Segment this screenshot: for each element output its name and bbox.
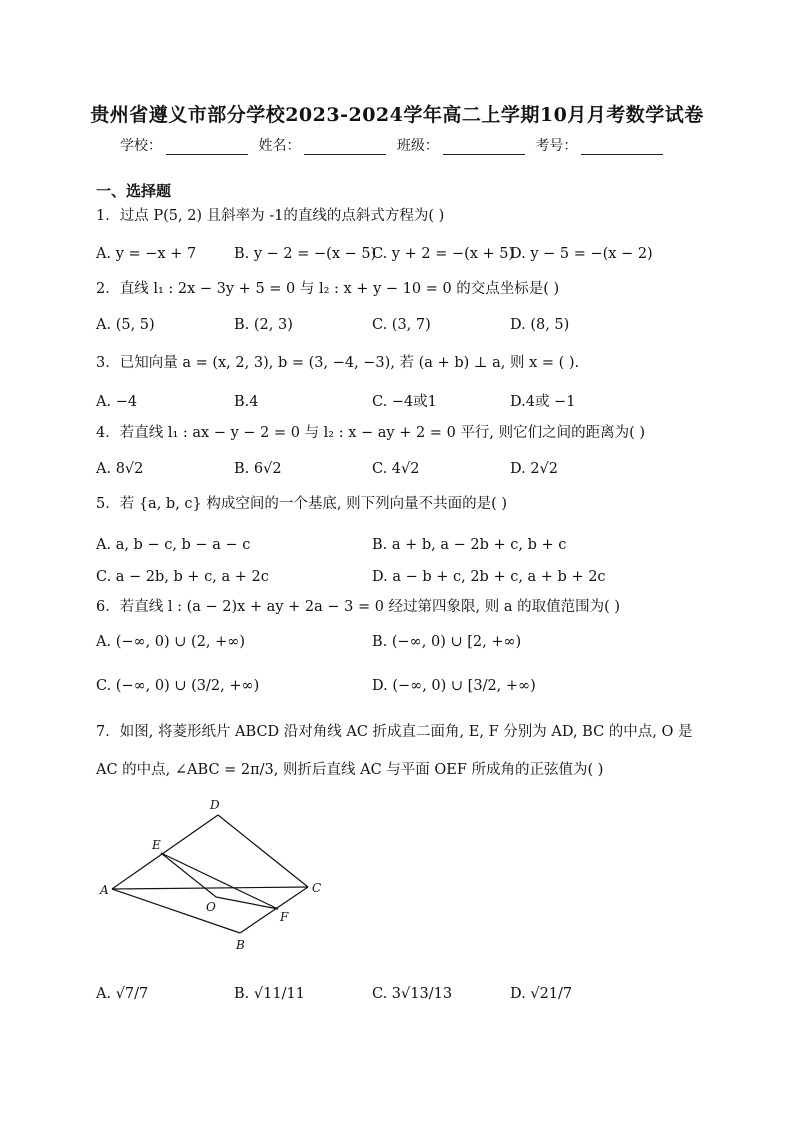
q4-option-a[interactable]: A. 8√2: [96, 461, 144, 477]
question-5: 5．若 {a, b, c} 构成空间的一个基底, 则下列向量不共面的是( ): [96, 496, 508, 512]
q6-option-a[interactable]: A. (−∞, 0) ∪ (2, +∞): [96, 634, 246, 650]
q5-option-d[interactable]: D. a − b + c, 2b + c, a + b + 2c: [372, 569, 606, 585]
q4-option-c[interactable]: C. 4√2: [372, 461, 420, 477]
q5-option-b[interactable]: B. a + b, a − 2b + c, b + c: [372, 537, 567, 553]
label-E: E: [152, 838, 161, 852]
edge-BC: [240, 887, 308, 933]
edge-AD: [112, 815, 218, 889]
question-4: 4．若直线 l₁ : ax − y − 2 = 0 与 l₂ : x − ay + 2 = 0 平行, 则它们之间的距离为( ): [96, 425, 646, 441]
q7-option-a[interactable]: A. √7/7: [96, 986, 149, 1002]
q2-option-b[interactable]: B. (2, 3): [234, 317, 293, 333]
q2-option-c[interactable]: C. (3, 7): [372, 317, 431, 333]
q1-option-c[interactable]: C. y + 2 = −(x + 5): [372, 246, 515, 262]
q7-option-c[interactable]: C. 3√13/13: [372, 986, 453, 1002]
exam-number-label: 考号：: [535, 138, 578, 154]
edge-EF: [161, 853, 278, 909]
q2-option-d[interactable]: D. (8, 5): [510, 317, 570, 333]
q6-option-b[interactable]: B. (−∞, 0) ∪ [2, +∞): [372, 634, 522, 650]
question-7-line-2: AC 的中点, ∠ABC = 2π/3, 则折后直线 AC 与平面 OEF 所成角的正弦值为( ): [96, 762, 604, 778]
label-O: O: [206, 900, 216, 914]
q4-option-b[interactable]: B. 6√2: [234, 461, 282, 477]
q5-option-a[interactable]: A. a, b − c, b − a − c: [96, 537, 251, 553]
edge-AB: [112, 889, 240, 933]
school-label: 学校：: [120, 138, 162, 154]
exam-title: 贵州省遵义市部分学校2023-2024学年高二上学期10月月考数学试卷: [90, 104, 704, 126]
q1-option-a[interactable]: A. y = −x + 7: [96, 246, 197, 262]
question-2: 2．直线 l₁ : 2x − 3y + 5 = 0 与 l₂ : x + y − 10 = 0 的交点坐标是( ): [96, 281, 560, 297]
edge-DC: [218, 815, 308, 887]
label-F: F: [280, 910, 289, 924]
q1-option-d[interactable]: D. y − 5 = −(x − 2): [510, 246, 653, 262]
name-field[interactable]: [304, 140, 386, 155]
label-A: A: [100, 883, 109, 897]
q3-option-b[interactable]: B.4: [234, 394, 259, 410]
question-3: 3．已知向量 a = (x, 2, 3), b = (3, −4, −3), 若 (a + b) ⊥ a, 则 x = ( ).: [96, 355, 580, 371]
class-field[interactable]: [443, 140, 525, 155]
rhombus-figure: [98, 797, 328, 962]
q3-option-d[interactable]: D.4或 −1: [510, 394, 576, 410]
question-6: 6．若直线 l : (a − 2)x + ay + 2a − 3 = 0 经过第四象限, 则 a 的取值范围为( ): [96, 599, 621, 615]
q7-option-b[interactable]: B. √11/11: [234, 986, 305, 1002]
q3-option-a[interactable]: A. −4: [96, 394, 138, 410]
label-B: B: [236, 938, 245, 952]
question-7-line-1: 7．如图, 将菱形纸片 ABCD 沿对角线 AC 折成直二面角, E, F 分别为 AD, BC 的中点, O 是: [96, 724, 693, 740]
q5-option-c[interactable]: C. a − 2b, b + c, a + 2c: [96, 569, 269, 585]
exam-number-field[interactable]: [581, 140, 663, 155]
label-C: C: [312, 881, 322, 895]
q1-option-b[interactable]: B. y − 2 = −(x − 5): [234, 246, 377, 262]
student-info-line: [120, 135, 669, 155]
q2-option-a[interactable]: A. (5, 5): [96, 317, 155, 333]
q6-option-d[interactable]: D. (−∞, 0) ∪ [3/2, +∞): [372, 678, 536, 694]
label-D: D: [210, 798, 220, 812]
q7-option-d[interactable]: D. √21/7: [510, 986, 573, 1002]
class-label: 班级：: [396, 138, 439, 154]
name-label: 姓名：: [258, 138, 301, 154]
section-title: 一、选择题: [96, 182, 172, 200]
q3-option-c[interactable]: C. −4或1: [372, 394, 437, 410]
edge-OF: [216, 897, 278, 909]
question-1: 1．过点 P(5, 2) 且斜率为 -1的直线的点斜式方程为( ): [96, 208, 445, 224]
q4-option-d[interactable]: D. 2√2: [510, 461, 559, 477]
edge-AC: [112, 887, 308, 889]
school-field[interactable]: [166, 140, 248, 155]
q6-option-c[interactable]: C. (−∞, 0) ∪ (3/2, +∞): [96, 678, 260, 694]
